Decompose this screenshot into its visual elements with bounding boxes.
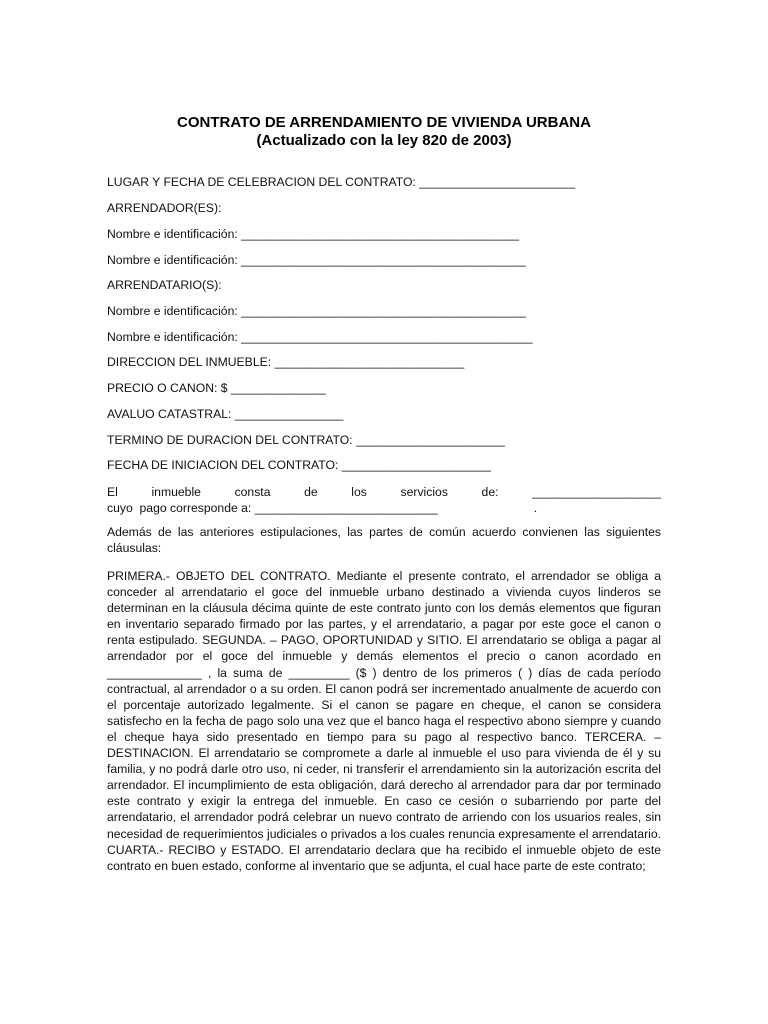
servicios-word: El [107,485,118,499]
field-arrendatario-2: Nombre e identificación: ___________________________________________ [107,330,533,344]
document-subtitle: (Actualizado con la ley 820 de 2003) [256,132,512,149]
field-arrendador-1: Nombre e identificación: _________________________________________ [107,227,520,241]
field-arrendatarios-label: ARRENDATARIO(S): [107,278,222,292]
servicios-word: inmueble [151,485,201,499]
servicios-word: de: [481,485,499,499]
servicios-word: los [351,485,367,499]
clauses-paragraph: PRIMERA.- OBJETO DEL CONTRATO. Mediante el presente contrato, el arrendador se obliga a conceder al arrendatario el goce del inmueble urbano destinado a vivienda cuyos linderos se determinan en la cláusula décima quinte de este contrato junto con los demás elementos que figuran en inventario separado firmado por las partes, y el arrendatario, a pagar por este goce el canon o renta estipulado. SEGUNDA. – PAGO, OPORTUNIDAD y SITIO. El arrendatario se obliga a pagar al arrendador por el goce del inmueble y demás elementos el precio o canon acordado en ______________ , la suma de _________ ($ ) dentro de los primeros ( ) días de cada período contractual, al arrendador o a su orden. El canon podrá ser incrementado anualmente de acuerdo con el porcentaje autorizado legalmente. Si el canon se pagare en cheque, el canon se considera satisfecho en la fecha de pago solo una vez que el banco haga el respectivo abono siempre y cuando el cheque haya sido presentado en tiempo para su pago al respectivo banco. TERCERA. – DESTINACION. El arrendatario se compromete a darle al inmueble el uso para vivienda de él y su familia, y no podrá darle otro uso, ni ceder, ni transferir el arrendamiento sin la autorización escrita del arrendador. El incumplimiento de esta obligación, dará derecho al arrendador para dar por terminado este contrato y exigir la entrega del inmueble. En caso ce cesión o subarriendo por parte del arrendatario, el arrendador podrá celebrar un nuevo contrato de arriendo con los usuarios reales, sin necesidad de requerimientos judiciales o privados a los cuales renuncia expresamente el arrendatario. CUARTA.- RECIBO y ESTADO. El arrendatario declara que ha recibido el inmueble objeto de este contrato en buen estado, conforme al inventario que se adjunta, el cual hace parte de este contrato; [107,569,661,873]
servicios-end-dot: . [533,501,538,515]
intro-paragraph: Además de las anteriores estipulaciones, las partes de común acuerdo convienen las siguientes cláusulas: [107,525,661,556]
field-servicios [107,484,661,516]
servicios-word: consta [234,485,271,499]
field-termino: TERMINO DE DURACION DEL CONTRATO: ______________________ [107,433,506,447]
field-arrendadores-label: ARRENDADOR(ES): [107,201,222,215]
field-arrendatario-1: Nombre e identificación: __________________________________________ [107,304,526,318]
field-lugar-fecha: LUGAR Y FECHA DE CELEBRACION DEL CONTRATO: _______________________ [107,175,576,189]
servicios-line-1 [107,484,661,500]
servicios-pago-text: cuyo pago corresponde a: ___________________________ [107,501,438,515]
field-precio: PRECIO O CANON: $ ______________ [107,381,326,395]
servicios-word: servicios [400,485,448,499]
servicios-blank: ___________________ [532,485,661,499]
document-title: CONTRATO DE ARRENDAMIENTO DE VIVIENDA URBANA [177,114,591,131]
field-arrendador-2: Nombre e identificación: __________________________________________ [107,253,526,267]
servicios-line-2 [107,500,661,516]
field-fecha-iniciacion: FECHA DE INICIACION DEL CONTRATO: ______________________ [107,458,491,472]
field-avaluo: AVALUO CATASTRAL: ________________ [107,407,344,421]
field-direccion: DIRECCION DEL INMUEBLE: ____________________________ [107,355,465,369]
servicios-word: de [304,485,318,499]
